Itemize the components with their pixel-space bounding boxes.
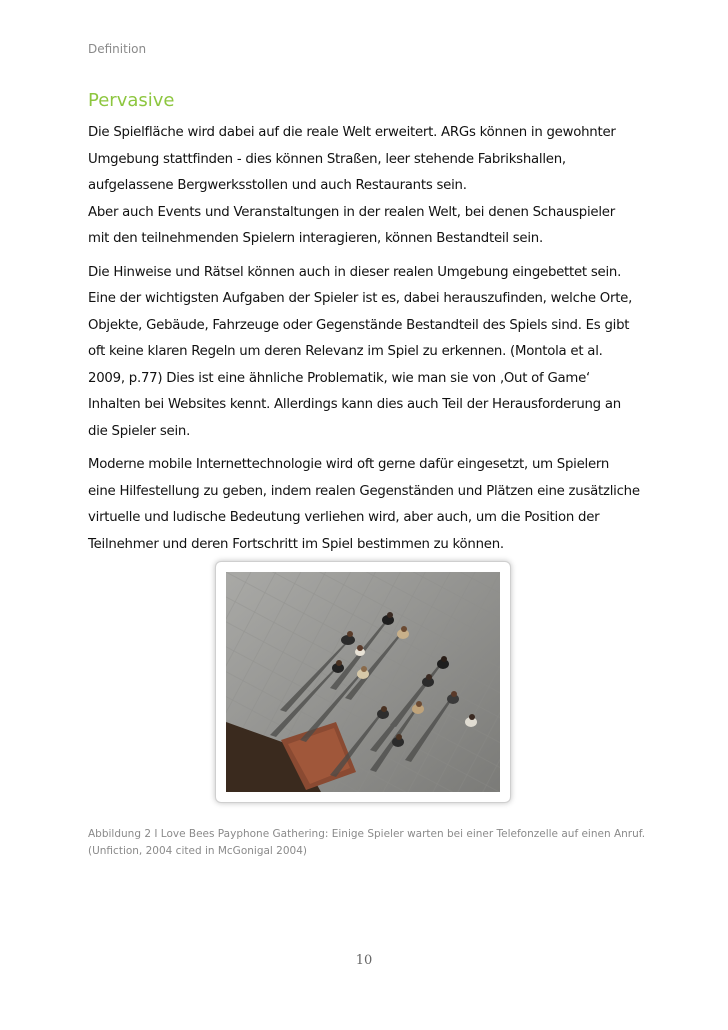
text-line: Umgebung stattfinden - dies können Straßen, leer stehende Fabrikshallen, bbox=[88, 151, 566, 167]
caption-line: Abbildung 2 I Love Bees Payphone Gathering: Einige Spieler warten bei einer Telefonzelle auf einen Anruf. bbox=[88, 828, 646, 840]
text-line: Eine der wichtigsten Aufgaben der Spieler ist es, dabei herauszufinden, welche Orte, bbox=[88, 291, 633, 306]
paragraph-2 bbox=[88, 260, 653, 446]
text-line: aufgelassene Bergwerksstollen und auch Restaurants sein. bbox=[88, 178, 467, 193]
text-line: Aber auch Events und Veranstaltungen in der realen Welt, bei denen Schauspieler bbox=[88, 204, 615, 220]
text-line: Die Hinweise und Rätsel können auch in dieser realen Umgebung eingebettet sein. bbox=[88, 264, 622, 280]
paragraph-3 bbox=[88, 452, 653, 558]
section-title: Pervasive bbox=[88, 90, 175, 111]
text-line: oft keine klaren Regeln um deren Relevanz im Spiel zu erkennen. (Montola et al. bbox=[88, 344, 603, 359]
payphone-gathering-photo bbox=[226, 572, 500, 792]
figure-photo-frame bbox=[215, 561, 511, 803]
text-line: die Spieler sein. bbox=[88, 423, 191, 439]
text-line: Moderne mobile Internettechnologie wird oft gerne dafür eingesetzt, um Spielern bbox=[88, 457, 610, 472]
paragraph-1 bbox=[88, 120, 653, 253]
running-header: Definition bbox=[88, 42, 147, 56]
caption-source: (Unfiction, 2004 cited in McGonigal 2004) bbox=[88, 845, 307, 857]
body-text bbox=[88, 120, 653, 565]
figure-caption bbox=[88, 826, 648, 860]
page-number: 10 bbox=[355, 953, 373, 968]
text-line: Teilnehmer und deren Fortschritt im Spiel bestimmen zu können. bbox=[88, 536, 504, 552]
text-line: 2009, p.77) Dies ist eine ähnliche Problematik, wie man sie von ‚Out of Game‘ bbox=[88, 370, 591, 386]
text-line: Objekte, Gebäude, Fahrzeuge oder Gegenstände Bestandteil des Spiels sind. Es gibt bbox=[88, 317, 630, 333]
text-line: Inhalten bei Websites kennt. Allerdings kann dies auch Teil der Herausforderung an bbox=[88, 397, 621, 412]
text-line: eine Hilfestellung zu geben, indem realen Gegenständen und Plätzen eine zusätzliche bbox=[88, 483, 640, 499]
text-line: virtuelle und ludische Bedeutung verliehen wird, aber auch, um die Position der bbox=[88, 510, 600, 525]
text-line: Die Spielfläche wird dabei auf die reale Welt erweitert. ARGs können in gewohnter bbox=[88, 125, 616, 140]
text-line: mit den teilnehmenden Spielern interagieren, können Bestandteil sein. bbox=[88, 231, 543, 246]
